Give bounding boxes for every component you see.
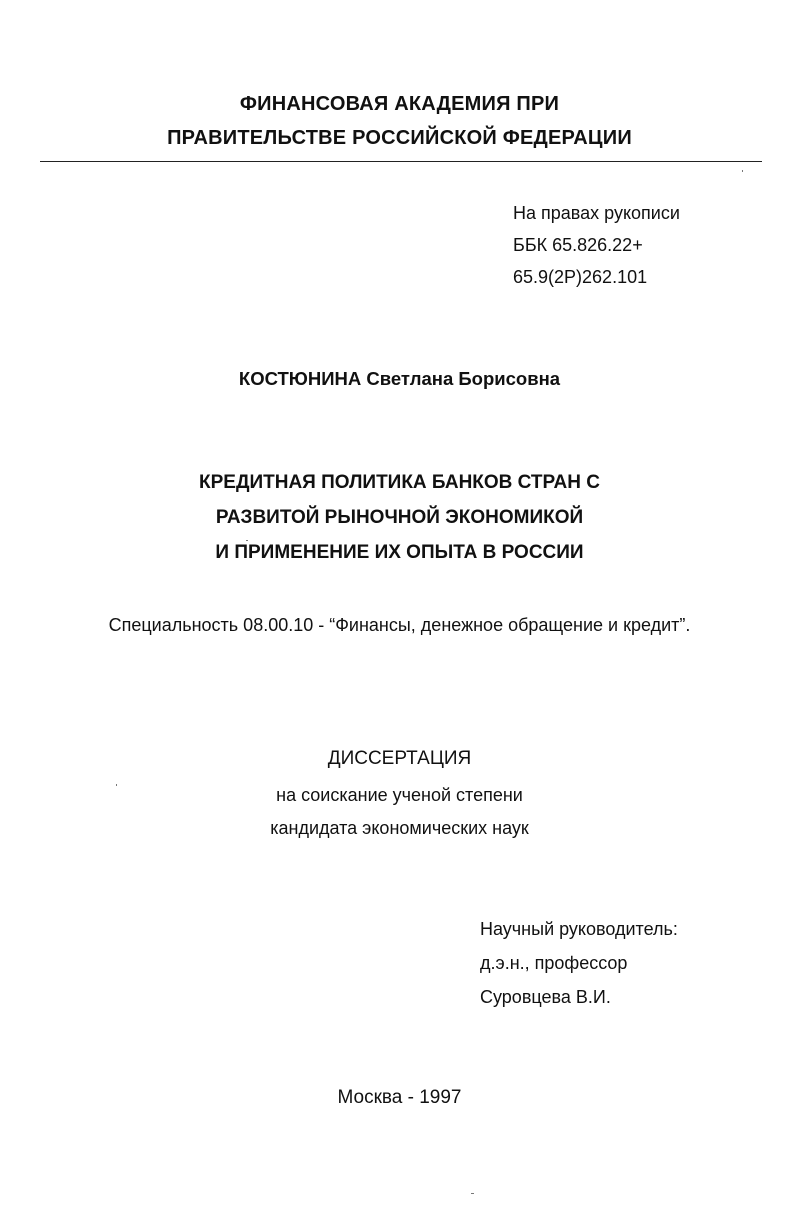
dissertation-title-line-1: КРЕДИТНАЯ ПОЛИТИКА БАНКОВ СТРАН С bbox=[199, 472, 600, 493]
scan-speck bbox=[246, 540, 248, 541]
rights-block bbox=[513, 197, 680, 293]
bbk-code-line-2: 65.9(2Р)262.101 bbox=[513, 267, 648, 287]
institution-line-1: ФИНАНСОВАЯ АКАДЕМИЯ ПРИ bbox=[239, 93, 560, 115]
specialty-line: Специальность 08.00.10 - “Финансы, денежное обращение и кредит”. bbox=[108, 615, 691, 635]
rights-line-1: На правах рукописи bbox=[513, 203, 680, 223]
degree-line-1: на соискание ученой степени bbox=[276, 785, 523, 805]
dissertation-heading: ДИССЕРТАЦИЯ bbox=[327, 748, 472, 769]
institution-line-2: ПРАВИТЕЛЬСТВЕ РОССИЙСКОЙ ФЕДЕРАЦИИ bbox=[167, 127, 632, 149]
supervisor-degree: д.э.н., профессор bbox=[480, 953, 628, 973]
header-divider bbox=[40, 161, 762, 162]
supervisor-block bbox=[480, 912, 678, 1014]
dissertation-title-line-3: И ПРИМЕНЕНИЕ ИХ ОПЫТА В РОССИИ bbox=[215, 542, 584, 563]
scan-speck bbox=[116, 784, 117, 786]
supervisor-name: Суровцева В.И. bbox=[480, 987, 611, 1007]
author-name: КОСТЮНИНА Светлана Борисовна bbox=[238, 368, 561, 389]
supervisor-label: Научный руководитель: bbox=[480, 919, 678, 939]
city-year: Москва - 1997 bbox=[337, 1087, 462, 1108]
bbk-code-line-1: ББК 65.826.22+ bbox=[513, 235, 643, 255]
scan-speck bbox=[471, 1193, 474, 1194]
degree-line-2: кандидата экономических наук bbox=[270, 818, 529, 838]
dissertation-title-line-2: РАЗВИТОЙ РЫНОЧНОЙ ЭКОНОМИКОЙ bbox=[215, 507, 584, 528]
scan-speck bbox=[742, 170, 743, 172]
